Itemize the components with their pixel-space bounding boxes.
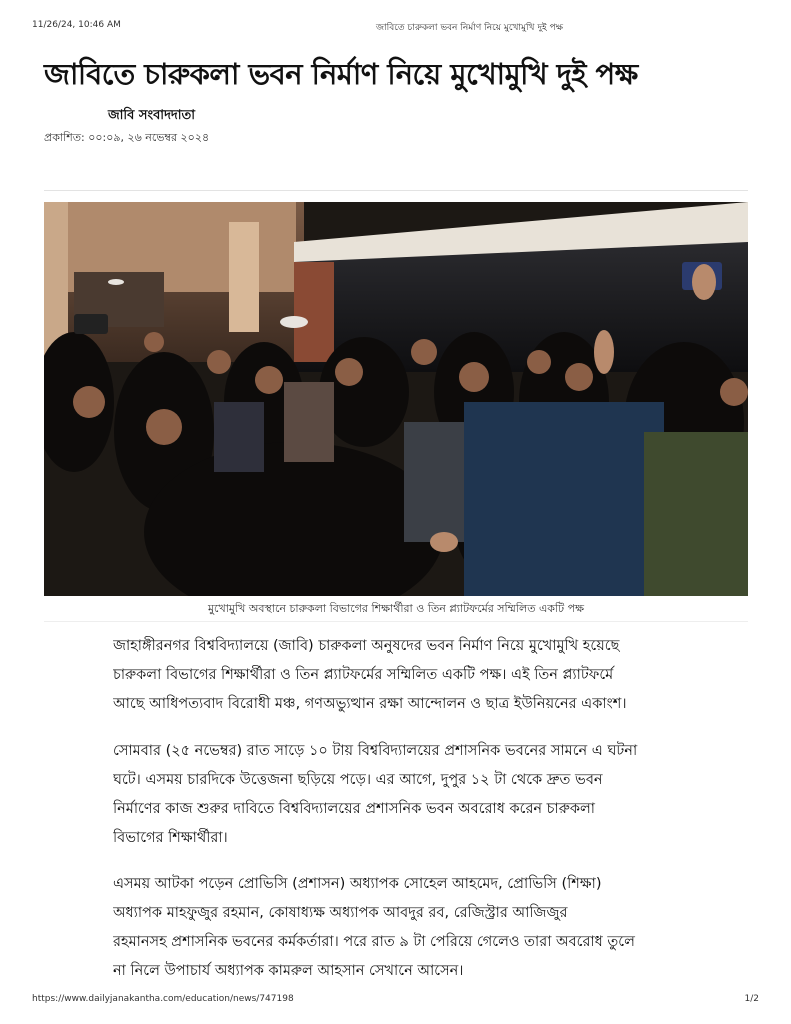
source-url[interactable]: https://www.dailyjanakantha.com/education/news/747198 (32, 994, 294, 1004)
paragraph-line: নির্মাণের কাজ শুরুর দাবিতে বিশ্ববিদ্যালয়ের প্রশাসনিক ভবন অবরোধ করেন চারুকলা (113, 801, 595, 817)
article-paragraph-1 (113, 632, 753, 719)
paragraph-line: অধ্যাপক মাহফুজুর রহমান, কোষাধ্যক্ষ অধ্যাপক আবদুর রব, রেজিস্ট্রার আজিজুর (113, 905, 568, 921)
paragraph-line: রহমানসহ প্রশাসনিক ভবনের কর্মকর্তারা। পরে রাত ৯ টা পেরিয়ে গেলেও তারা অবরোধ তুলে (113, 934, 635, 950)
author-link[interactable]: জাবি সংবাদদাতা (108, 108, 196, 123)
paragraph-line: আছে আধিপত্যবাদ বিরোধী মঞ্চ, গণঅভ্যুত্থান রক্ষা আন্দোলন ও ছাত্র ইউনিয়নের একাংশ। (113, 696, 627, 712)
paragraph-line: ঘটে। এসময় চারদিকে উত্তেজনা ছড়িয়ে পড়ে। এর আগে, দুপুর ১২ টা থেকে দ্রুত ভবন (113, 772, 603, 788)
article-paragraph-2 (113, 737, 753, 853)
paragraph-line: না নিলে উপাচার্য অধ্যাপক কামরুল আহসান সেখানে আসেন। (113, 963, 464, 979)
paragraph-line: সোমবার (২৫ নভেম্বর) রাত সাড়ে ১০ টায় বিশ্ববিদ্যালয়ের প্রশাসনিক ভবনের সামনে এ ঘটনা (113, 743, 638, 759)
headline: জাবিতে চারুকলা ভবন নির্মাণ নিয়ে মুখোমুখি দুই পক্ষ (44, 57, 638, 91)
article-paragraph-3 (113, 870, 753, 986)
page-number: 1/2 (744, 994, 759, 1004)
image-caption: মুখোমুখি অবস্থানে চারুকলা বিভাগের শিক্ষার্থীরা ও তিন প্ল্যাটফর্মের সম্মিলিত একটি পক্ষ (207, 602, 585, 615)
divider (44, 190, 748, 191)
paragraph-line: জাহাঙ্গীরনগর বিশ্ববিদ্যালয়ে (জাবি) চারুকলা অনুষদের ভবন নির্মাণ নিয়ে মুখোমুখি হয়েছে (113, 638, 620, 654)
print-page-title: জাবিতে চারুকলা ভবন নির্মাণ নিয়ে মুখোমুখি দুই পক্ষ (376, 23, 563, 33)
published-date: প্রকাশিত: ০০:০৯, ২৬ নভেম্বর ২০২৪ (44, 131, 210, 144)
print-timestamp: 11/26/24, 10:46 AM (32, 20, 121, 30)
paragraph-line: এসময় আটকা পড়েন প্রোভিসি (প্রশাসন) অধ্যাপক সোহেল আহমেদ, প্রোভিসি (শিক্ষা) (113, 876, 602, 892)
article-photo (44, 202, 748, 596)
paragraph-line: চারুকলা বিভাগের শিক্ষার্থীরা ও তিন প্ল্যাটফর্মের সম্মিলিত একটি পক্ষ। এই তিন প্ল্যাটফর্মে (113, 667, 614, 683)
paragraph-line: বিভাগের শিক্ষার্থীরা। (113, 830, 228, 846)
divider (44, 621, 748, 622)
